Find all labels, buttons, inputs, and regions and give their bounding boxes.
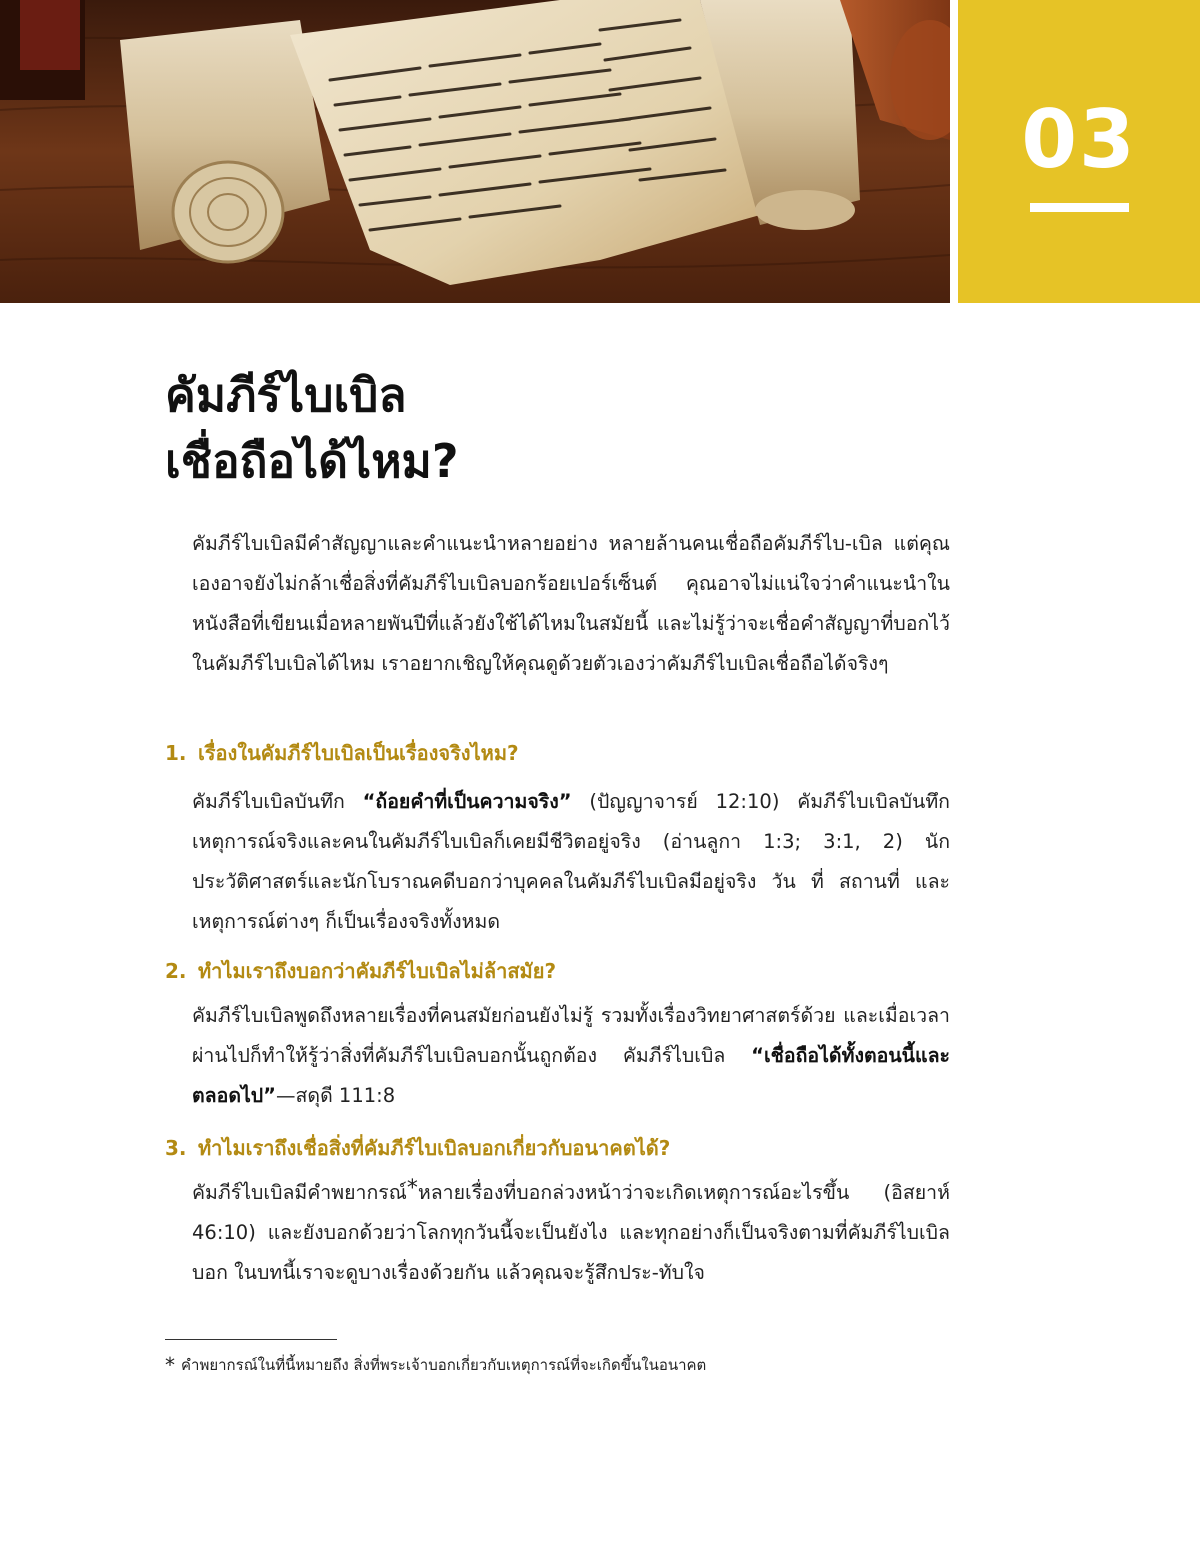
footnote-star-icon: * (165, 1353, 175, 1377)
chapter-number: 03 (1021, 93, 1137, 186)
section-heading-text-1: เรื่องในคัมภีร์ไบเบิลเป็นเรื่องจริงไหม? (197, 741, 519, 765)
footnote-divider (165, 1339, 337, 1340)
scroll-photo-icon (0, 0, 950, 303)
section-3-text-before: คัมภีร์ไบเบิลมีคำพยากรณ์ (192, 1181, 407, 1204)
section-heading-1 (165, 736, 955, 770)
section-1-quote: “ถ้อยคำที่เป็นความจริง” (362, 790, 572, 813)
chapter-badge (958, 0, 1200, 303)
section-2-text-before: คัมภีร์ไบเบิลพูดถึงหลายเรื่องที่คนสมัยก่อนยังไม่รู้ รวมทั้งเรื่องวิทยาศาสตร์ด้วย และเมื่อเวลาผ่านไปก็ทำให้รู้ว่าสิ่งที่คัมภีร์ไบเบิลบอกนั้นถูกต้อง คัมภีร์ไบเบิล (192, 1004, 950, 1067)
page-title (165, 362, 459, 494)
section-2-quote: “เชื่อถือได้ทั้งตอนนี้และตลอดไป” (192, 1044, 950, 1107)
footnote-text: คำพยากรณ์ในที่นี้หมายถึง สิ่งที่พระเจ้าบอกเกี่ยวกับเหตุการณ์ที่จะเกิดขึ้นในอนาคต (181, 1356, 707, 1374)
section-heading-3 (165, 1131, 955, 1165)
section-paragraph-1 (192, 782, 950, 942)
footnote-reference[interactable]: * (406, 1176, 418, 1201)
section-2-text-after: —สดุดี 111:8 (276, 1084, 396, 1107)
intro-paragraph: คัมภีร์ไบเบิลมีคำสัญญาและคำแนะนำหลายอย่าง หลายล้านคนเชื่อถือคัมภีร์ไบ-เบิล แต่คุณเองอาจยังไม่กล้าเชื่อสิ่งที่คัมภีร์ไบเบิลบอกร้อยเปอร์เซ็นต์ คุณอาจไม่แน่ใจว่าคำแนะนำในหนังสือที่เขียนเมื่อหลายพันปีที่แล้วยังใช้ได้ไหมในสมัยนี้ และไม่รู้ว่าจะเชื่อคำสัญญาที่บอกไว้ในคัมภีร์ไบเบิลได้ไหม เราอยากเชิญให้คุณดูด้วยตัวเองว่าคัมภีร์ไบเบิลเชื่อถือได้จริงๆ (192, 532, 950, 675)
section-number-2: 2. (165, 959, 187, 983)
section-paragraph-2 (192, 996, 950, 1116)
section-heading-text-3: ทำไมเราถึงเชื่อสิ่งที่คัมภีร์ไบเบิลบอกเกี่ยวกับอนาคตได้? (197, 1136, 671, 1160)
chapter-underline (1030, 203, 1129, 212)
page-title-line-2: เชื่อถือได้ไหม? (165, 434, 459, 488)
section-1-text-after: (ปัญญาจารย์ 12:10) คัมภีร์ไบเบิลบันทึกเหตุการณ์จริงและคนในคัมภีร์ไบเบิลก็เคยมีชีวิตอยู่จริง (อ่านลูกา 1:3; 3:1, 2) นักประวัติศาสตร์และนักโบราณคดีบอกว่าบุคคลในคัมภีร์ไบเบิลมีอยู่จริง วัน ที่ สถานที่ และเหตุการณ์ต่างๆ ก็เป็นเรื่องจริงทั้งหมด (192, 790, 950, 933)
section-heading-2 (165, 954, 955, 988)
header-scroll-image (0, 0, 950, 303)
section-number-1: 1. (165, 741, 187, 765)
section-number-3: 3. (165, 1136, 187, 1160)
section-1-text-before: คัมภีร์ไบเบิลบันทึก (192, 790, 363, 813)
footnote (165, 1353, 955, 1377)
page-title-line-1: คัมภีร์ไบเบิล (165, 368, 407, 422)
section-heading-text-2: ทำไมเราถึงบอกว่าคัมภีร์ไบเบิลไม่ล้าสมัย? (197, 959, 557, 983)
section-3-text-after: หลายเรื่องที่บอกล่วงหน้าว่าจะเกิดเหตุการณ์อะไรขึ้น (อิสยาห์ 46:10) และยังบอกด้วยว่าโลกทุกวันนี้จะเป็นยังไง และทุกอย่างก็เป็นจริงตามที่คัมภีร์ไบเบิลบอก ในบทนี้เราจะดูบางเรื่องด้วยกัน แล้วคุณจะรู้สึกประ-ทับใจ (192, 1181, 950, 1284)
section-paragraph-3 (192, 1173, 950, 1293)
